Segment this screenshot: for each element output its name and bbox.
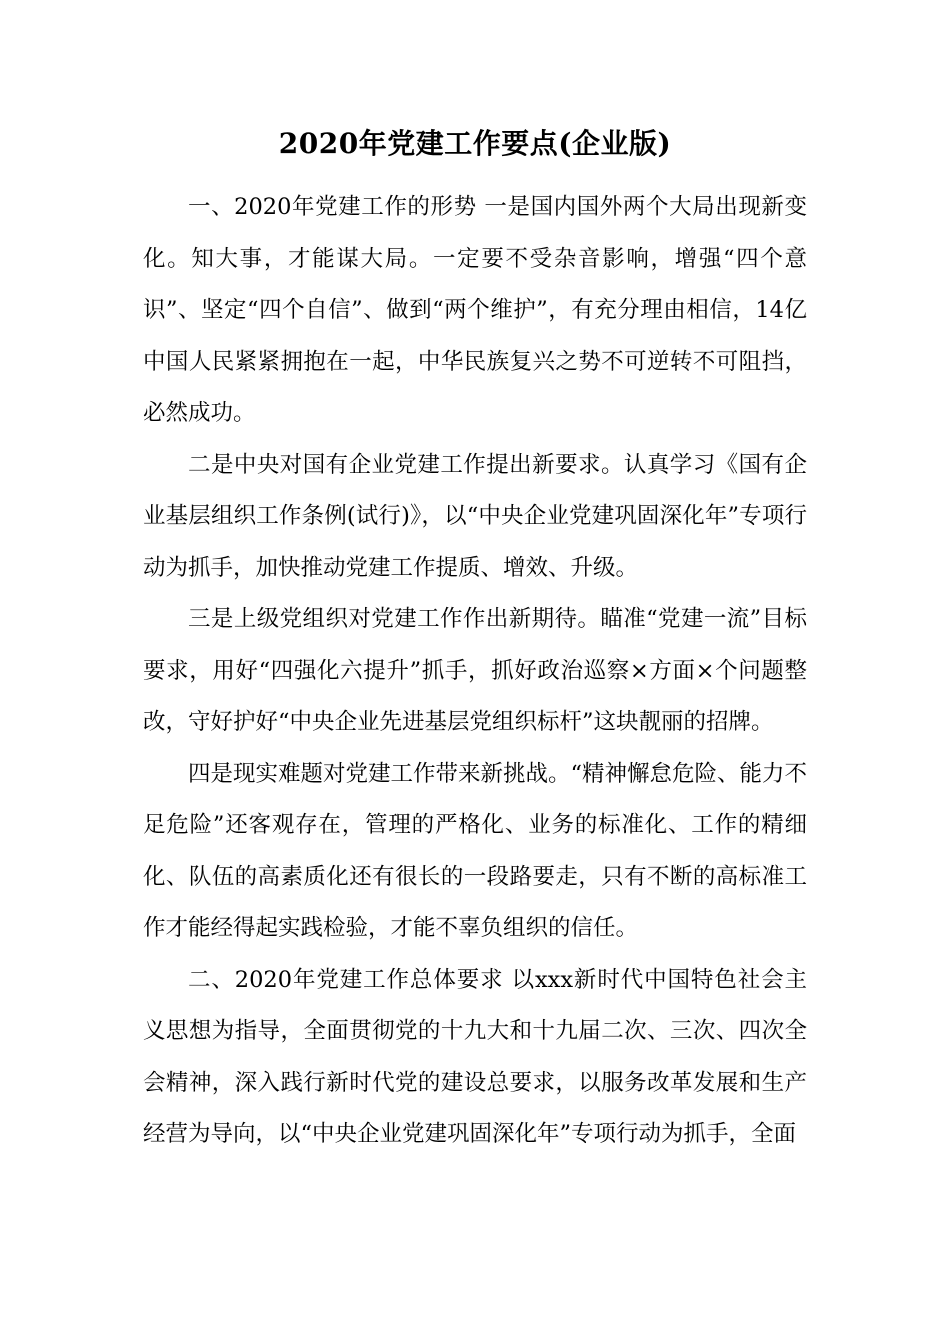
paragraph-situation-four: 四是现实难题对党建工作带来新挑战。“精神懈怠危险、能力不足危险”还客观存在，管理的严格化、业务的标准化、工作的精细化、队伍的高素质化还有很长的一段路要走，只有不断的高标准工作才能经得起实践检验，才能不辜负组织的信任。 bbox=[143, 760, 808, 941]
paragraph-general-requirements: 二、2020年党建工作总体要求 以xxx新时代中国特色社会主义思想为指导，全面贯彻党的十九大和十九届二次、三次、四次全会精神，深入践行新时代党的建设总要求，以服务改革发展和生产经营为导向，以“中央企业党建巩固深化年”专项行动为抓手，全面 bbox=[143, 966, 807, 1147]
document-body bbox=[143, 182, 807, 1161]
document-title: 2020年党建工作要点(企业版) bbox=[278, 127, 672, 160]
paragraph-situation-one: 一、2020年党建工作的形势 一是国内国外两个大局出现新变化。知大事，才能谋大局。一定要不受杂音影响，增强“四个意识”、坚定“四个自信”、做到“两个维护”，有充分理由相信，14亿中国人民紧紧拥抱在一起，中华民族复兴之势不可逆转不可阻挡，必然成功。 bbox=[143, 194, 807, 426]
paragraph-situation-three: 三是上级党组织对党建工作作出新期待。瞄准“党建一流”目标要求，用好“四强化六提升”抓手，抓好政治巡察×方面×个问题整改，守好护好“中央企业先进基层党组织标杆”这块靓丽的招牌。 bbox=[143, 606, 807, 735]
paragraph-situation-two: 二是中央对国有企业党建工作提出新要求。认真学习《国有企业基层组织工作条例(试行)》，以“中央企业党建巩固深化年”专项行动为抓手，加快推动党建工作提质、增效、升级。 bbox=[143, 451, 807, 581]
